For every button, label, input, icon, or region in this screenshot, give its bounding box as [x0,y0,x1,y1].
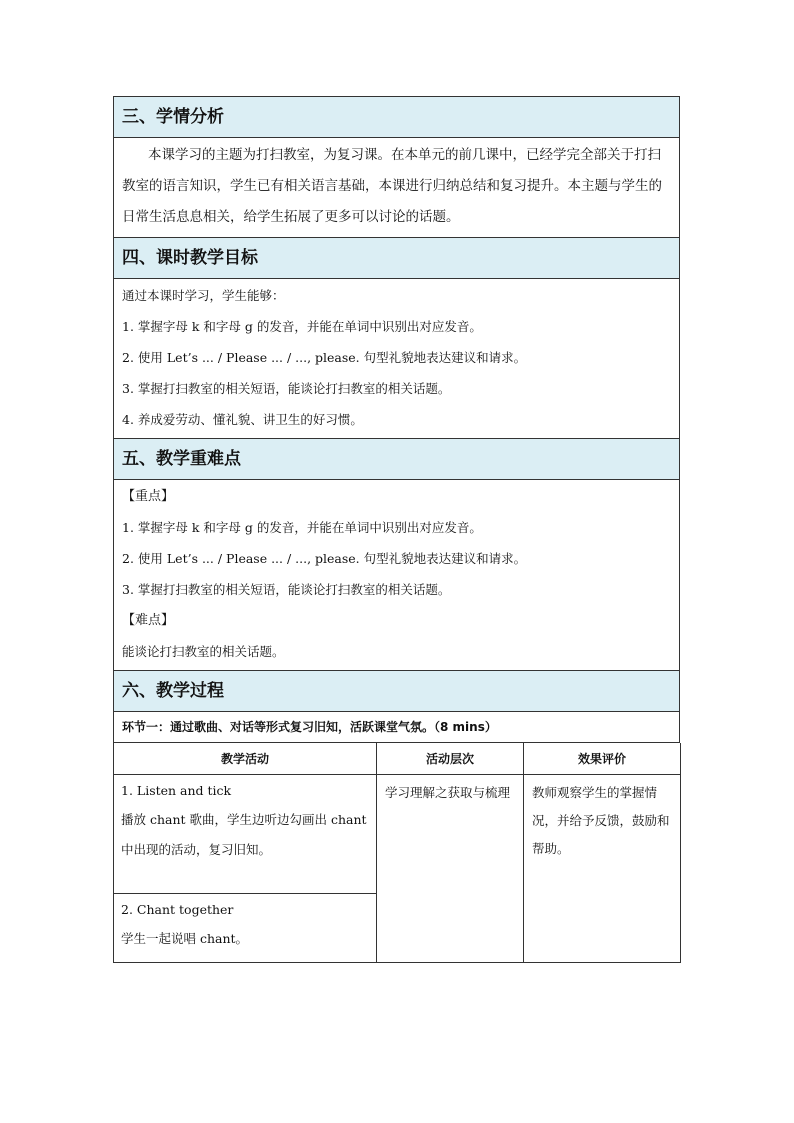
activity-1-title: 1. Listen and tick [121,782,232,798]
evaluation-cell [524,774,681,962]
section-body-key-difficult [113,480,680,671]
document-page [113,96,680,963]
objective-item: 2. 使用 Let’s ... / Please ... / ..., please. 句型礼貌地表达建议和请求。 [122,350,527,365]
activity-level-cell [377,774,524,962]
section-objectives [113,238,680,279]
section-title-learner-analysis: 三、学情分析 [114,97,679,137]
activity-level-text: 学习理解之获取与梳理 [385,784,511,800]
activity-cell [114,774,377,962]
objectives-intro: 通过本课时学习，学生能够： [122,288,285,303]
activity-table-header-row [114,743,681,774]
activity-table-row [114,774,681,962]
activity-2-title: 2. Chant together [121,901,234,917]
evaluation-text: 教师观察学生的掌握情况，并给予反馈，鼓励和帮助。 [532,784,670,856]
objective-item: 1. 掌握字母 k 和字母 g 的发音，并能在单词中识别出对应发音。 [122,319,482,334]
section-process [113,671,680,712]
section-learner-analysis [113,96,680,138]
activity-table [113,743,681,963]
objective-item: 3. 掌握打扫教室的相关短语，能谈论打扫教室的相关话题。 [122,381,451,396]
difficult-points-label: 【难点】 [122,613,175,628]
section-body-learner-analysis [113,138,680,238]
section-key-difficult [113,439,680,480]
learner-analysis-paragraph: 本课学习的主题为打扫教室，为复习课。在本单元的前几课中，已经学完全部关于打扫教室的语言知识，学生已有相关语言基础，本课进行归纳总结和复习提升。本主题与学生的日常生活息息相关，给学生拓展了更多可以讨论的话题。 [122,147,662,225]
header-teaching-activity: 教学活动 [114,743,377,774]
section-title-objectives: 四、课时教学目标 [114,238,679,278]
activity-1 [114,775,376,893]
activity-2-text: 学生一起说唱 chant。 [121,930,249,946]
activity-1-text: 播放 chant 歌曲，学生边听边勾画出 chant 中出现的活动，复习旧知。 [121,811,367,857]
header-effect-evaluation: 效果评价 [524,743,681,774]
activity-2 [114,893,376,958]
section-title-process: 六、教学过程 [114,671,679,711]
section-body-objectives [113,279,680,439]
process-step-row [113,712,680,743]
process-step-1: 环节一：通过歌曲、对话等形式复习旧知，活跃课堂气氛。（8 mins） [122,720,497,734]
key-point-item: 2. 使用 Let’s ... / Please ... / ..., please. 句型礼貌地表达建议和请求。 [122,551,527,566]
key-points-label: 【重点】 [122,489,175,504]
objective-item: 4. 养成爱劳动、懂礼貌、讲卫生的好习惯。 [122,412,363,427]
header-activity-level: 活动层次 [377,743,524,774]
difficult-point-text: 能谈论打扫教室的相关话题。 [122,644,285,659]
key-point-item: 1. 掌握字母 k 和字母 g 的发音，并能在单词中识别出对应发音。 [122,520,482,535]
section-title-key-difficult: 五、教学重难点 [114,439,679,479]
key-point-item: 3. 掌握打扫教室的相关短语，能谈论打扫教室的相关话题。 [122,582,451,597]
